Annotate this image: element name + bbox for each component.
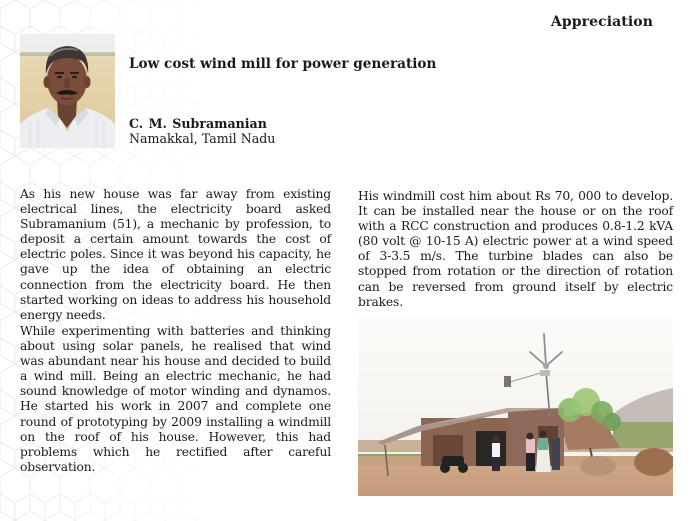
body-paragraph-1: As his new house was far away from existing electrical lines, the electricity board asked Subramanium (51), a mechanic by profession, to deposit a certain amount towards the cost of electric poles. Since it was beyond his capacity, he gave up the idea of obtaining an electric connection from the electricity board. He then started working on ideas to address his household energy needs. [20, 187, 331, 322]
windmill-house-photo [358, 318, 673, 496]
author-name: C. M. Subramanian [129, 116, 267, 131]
article-title: Low cost wind mill for power generation [129, 56, 437, 72]
body-paragraph-2: While experimenting with batteries and thinking about using solar panels, he realised that wind was abundant near his house and decided to build a wind mill. Being an electric mechanic, he had sound knowledge of motor winding and dynamos. He started his work in 2007 and complete one round of prototyping by 2009 installing a windmill on the roof of his house. However, this had problems which he rectified after careful observation. [20, 324, 331, 474]
body-paragraph-3: His windmill cost him about Rs 70, 000 to develop. It can be installed near the house or on the roof with a RCC construction and produces 0.8-1.2 kVA (80 volt @ 10-15 A) electric power at a wind speed of 3-3.5 m/s. The turbine blades can also be stopped from rotation or the direction of rotation can be reversed from ground itself by electric brakes. [358, 189, 673, 309]
section-label: Appreciation [550, 14, 653, 30]
author-location: Namakkal, Tamil Nadu [129, 131, 276, 146]
author-portrait-photo [20, 34, 115, 148]
